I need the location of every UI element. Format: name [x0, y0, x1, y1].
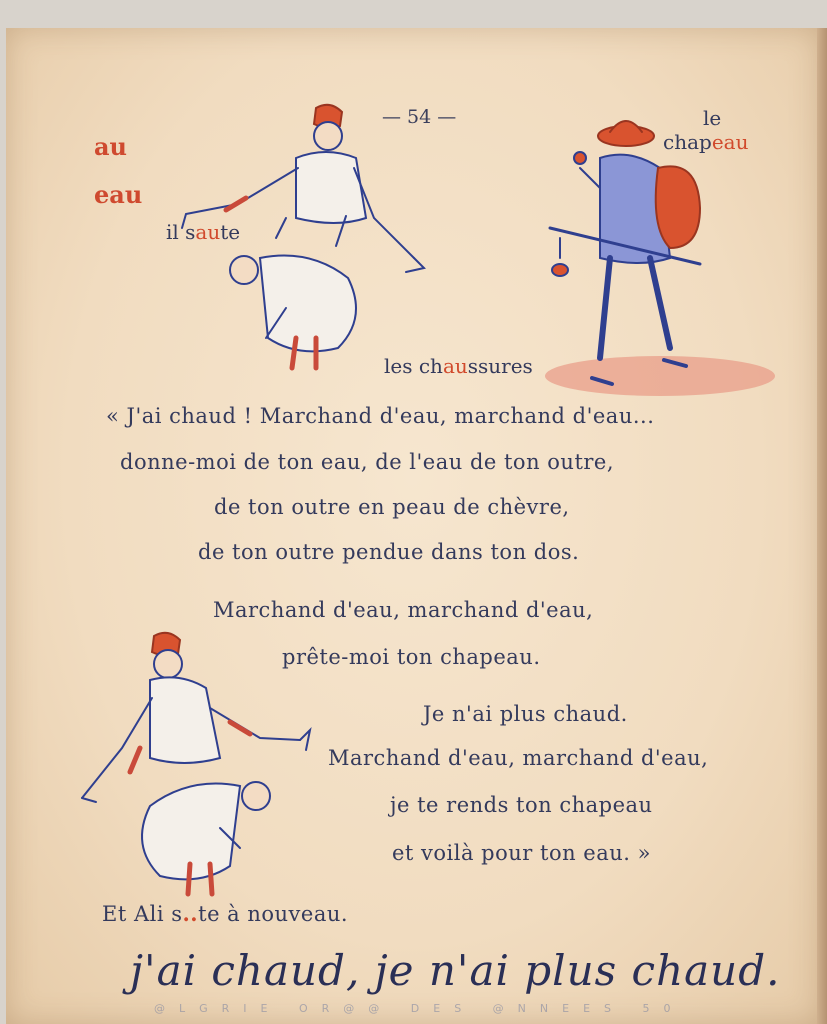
leapfrog-illustration-bottom: [80, 628, 320, 898]
exercise-post: te à nouveau.: [198, 902, 349, 926]
label-chapeau-article: le: [703, 106, 722, 130]
poem-line-7: Je n'ai plus chaud.: [423, 702, 628, 726]
chapeau-sound: eau: [711, 130, 749, 154]
cursive-line: j'ai chaud, je n'ai plus chaud.: [130, 946, 781, 995]
label-chapeau: [663, 130, 748, 154]
label-chaussures: [384, 354, 533, 378]
poem-line-10: et voilà pour ton eau. »: [392, 841, 651, 865]
chaussures-post: ssures: [467, 354, 533, 378]
watermark: @LGRIE OR@@ DES @NNEES 50: [154, 1002, 685, 1015]
poem-line-8: Marchand d'eau, marchand d'eau,: [328, 746, 709, 770]
saute-pre: il s: [166, 220, 196, 244]
sound-au: au: [94, 132, 127, 161]
chapeau-pre: chap: [663, 130, 712, 154]
poem-line-2: donne-moi de ton eau, de l'eau de ton outre,: [120, 450, 615, 474]
chaussures-sound: au: [442, 354, 468, 378]
poem-line-1: « J'ai chaud ! Marchand d'eau, marchand d'eau...: [106, 404, 655, 428]
exercise-pre: Et Ali s: [102, 902, 183, 926]
poem-line-5: Marchand d'eau, marchand d'eau,: [213, 598, 594, 622]
chaussures-pre: les ch: [384, 354, 443, 378]
label-saute: [166, 220, 240, 244]
poem-line-3: de ton outre en peau de chèvre,: [214, 495, 570, 519]
exercise-line: [102, 901, 348, 926]
page-edge: [817, 28, 827, 1024]
saute-sound: au: [195, 220, 221, 244]
poem-line-4: de ton outre pendue dans ton dos.: [198, 540, 580, 564]
poem-line-6: prête-moi ton chapeau.: [282, 645, 541, 669]
saute-post: te: [220, 220, 241, 244]
exercise-blank: ..: [182, 901, 199, 926]
page-number: — 54 —: [382, 106, 457, 128]
sound-eau: eau: [94, 180, 143, 209]
poem-line-9: je te rends ton chapeau: [390, 793, 653, 817]
